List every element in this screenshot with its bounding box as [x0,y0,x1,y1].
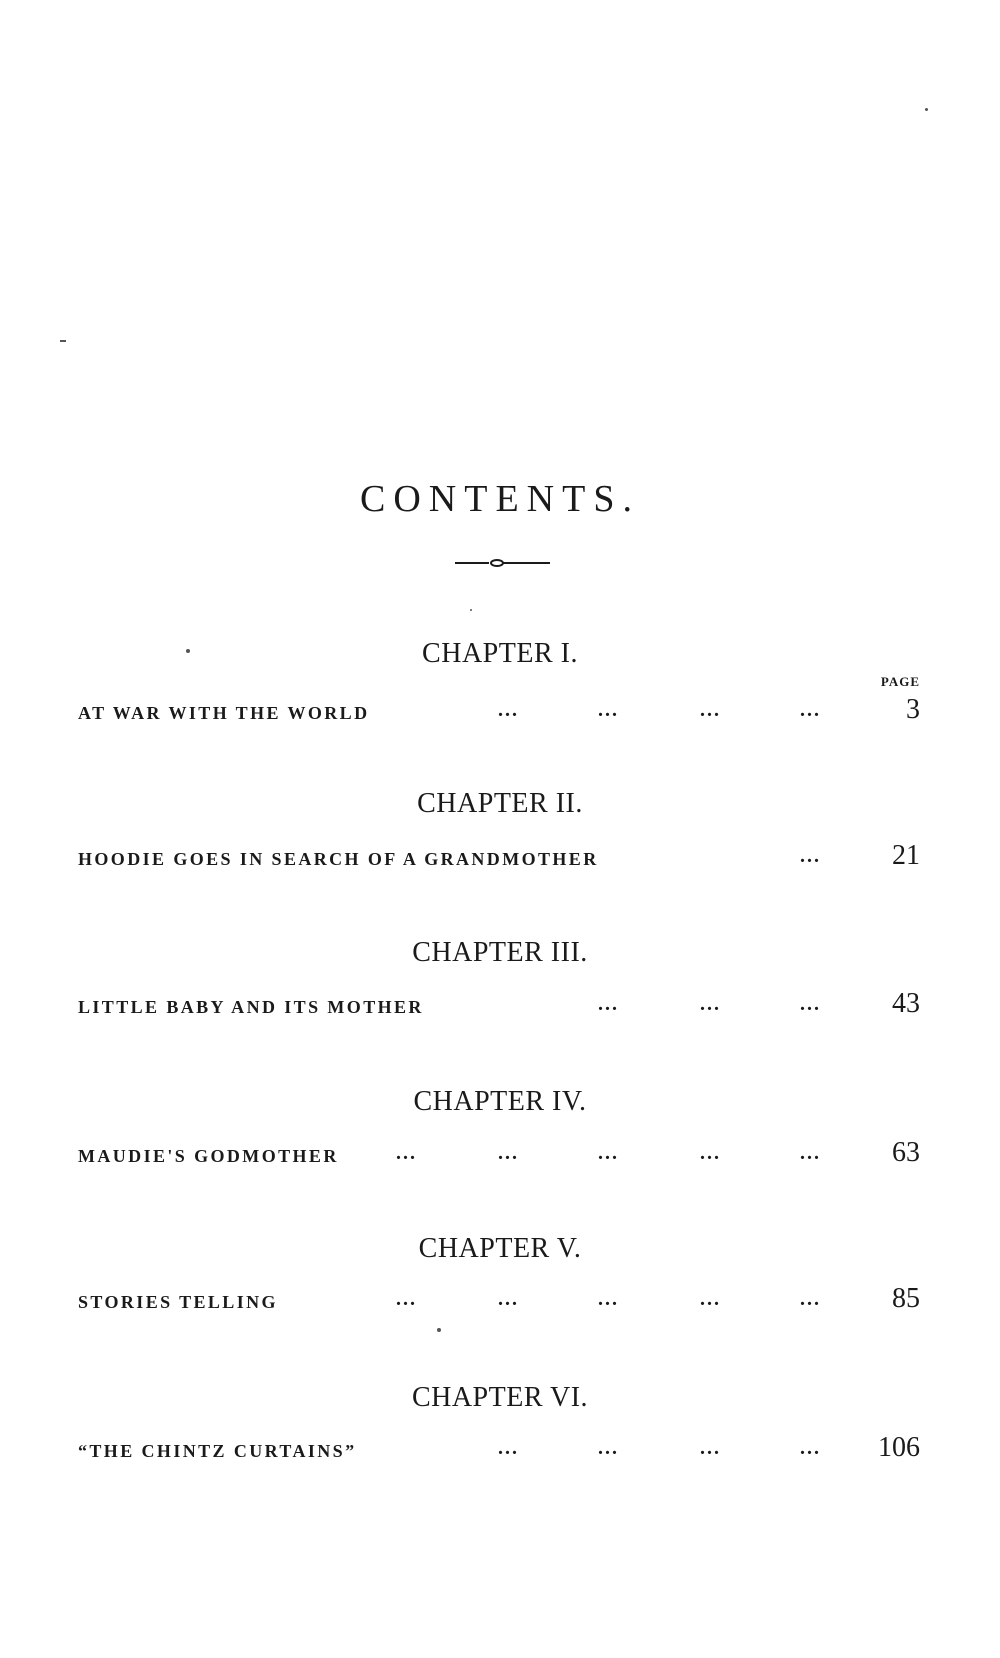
page-title: CONTENTS. [360,478,640,521]
chapter-heading: CHAPTER II. [417,788,583,819]
chapter-heading: CHAPTER IV. [413,1086,587,1117]
leader-dots: ... [598,1288,619,1310]
leader-dots: ... [700,1288,721,1310]
chapter-heading: CHAPTER VI. [411,1382,589,1413]
chapter-heading: CHAPTER I. [422,638,578,669]
toc-entry[interactable] [78,1283,920,1317]
leader-dots: ... [396,1288,417,1310]
chapter-heading: CHAPTER V. [418,1233,582,1264]
leader-dots: ... [700,1437,721,1459]
leader-dots: ... [598,993,619,1015]
toc-entry-title: AT WAR WITH THE WORLD [78,703,370,723]
toc-entry-page: 63 [892,1137,920,1168]
toc-entry[interactable] [78,694,920,728]
leader-dots: ... [598,699,619,721]
leader-dots: ... [700,699,721,721]
leader-dots: ... [396,1142,417,1164]
toc-entry-title: MAUDIE'S GODMOTHER [78,1146,339,1166]
print-speck [60,340,66,342]
toc-entry-title: HOODIE GOES IN SEARCH OF A GRANDMOTHER [78,849,599,869]
toc-entry-page: 21 [892,840,920,871]
leader-dots: ... [800,993,821,1015]
leader-dots: ... [800,845,821,867]
leader-dots: ... [700,993,721,1015]
toc-entry[interactable] [78,1137,920,1171]
leader-dots: ... [800,1437,821,1459]
toc-entry-title: STORIES TELLING [78,1292,278,1312]
leader-dots: ... [498,699,519,721]
leader-dots: ... [598,1437,619,1459]
toc-entry-title: LITTLE BABY AND ITS MOTHER [78,997,424,1017]
leader-dots: ... [700,1142,721,1164]
leader-dots: ... [800,1288,821,1310]
toc-entry-page: 43 [892,988,920,1019]
leader-dots: ... [800,699,821,721]
leader-dots: ... [498,1437,519,1459]
toc-entry-page: 85 [892,1283,920,1314]
toc-entry[interactable] [78,988,920,1022]
toc-entry[interactable] [78,840,920,874]
toc-entry[interactable] [78,1432,920,1466]
toc-entry-page: 3 [906,694,920,725]
page-column-label: PAGE [880,674,920,689]
leader-dots: ... [498,1142,519,1164]
print-speck [470,609,472,611]
print-speck [925,108,928,111]
toc-entry-title: “THE CHINTZ CURTAINS” [78,1441,357,1461]
toc-entry-page: 106 [878,1432,920,1463]
leader-dots: ... [598,1142,619,1164]
chapter-heading: CHAPTER III. [412,937,588,968]
leader-dots: ... [498,1288,519,1310]
print-speck [437,1328,441,1332]
ornament-rule [455,556,550,570]
leader-dots: ... [800,1142,821,1164]
